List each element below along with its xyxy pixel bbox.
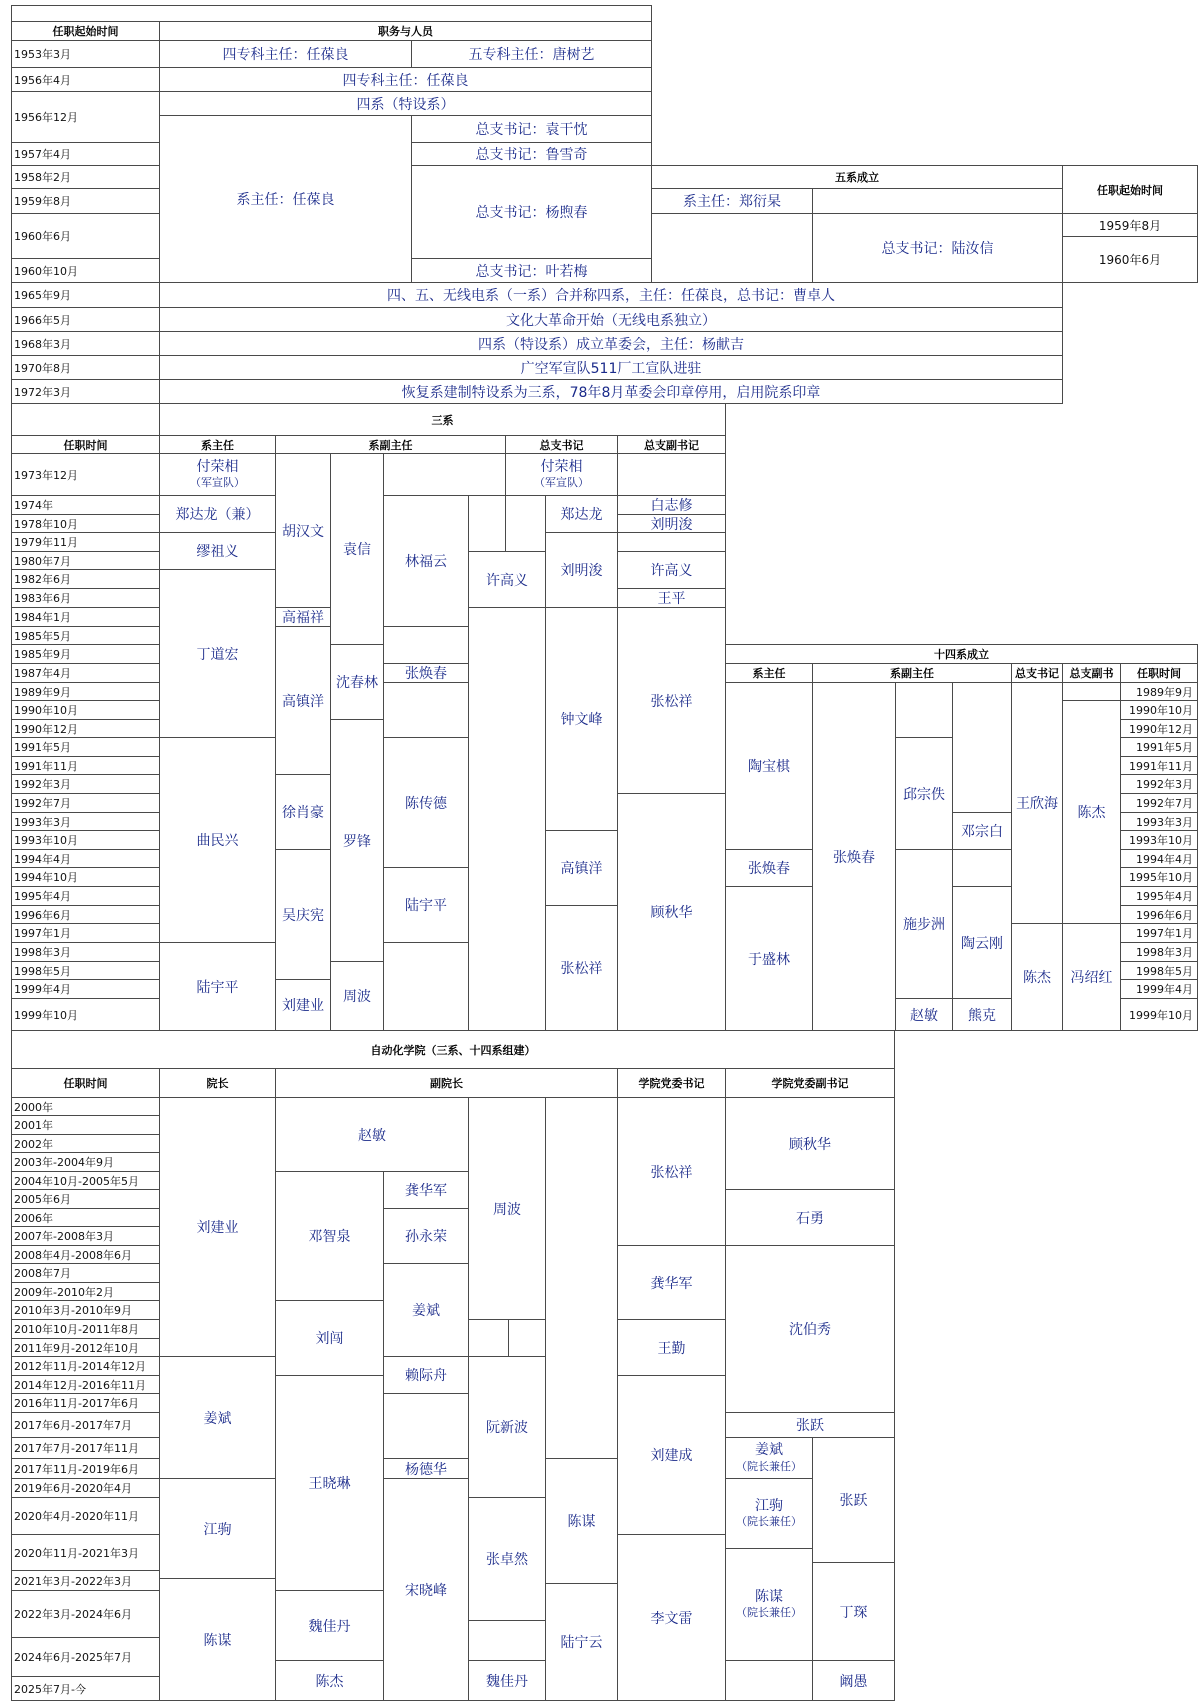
column-header: 副院长 bbox=[275, 1068, 618, 1098]
row-label-time: 1992年7月 bbox=[11, 793, 160, 813]
column-header: 系主任 bbox=[725, 663, 813, 683]
row-label-time: 1985年5月 bbox=[11, 626, 160, 645]
row-label-time: 1997年1月 bbox=[1120, 923, 1198, 943]
entry-deputy-secretary: 顾秋华 bbox=[725, 1097, 895, 1190]
row-label-time-right: 1959年8月 bbox=[1062, 213, 1198, 237]
empty-cell bbox=[383, 942, 469, 1031]
entry-party-secretary: 高镇洋 bbox=[545, 830, 618, 906]
entry-fourth-department-head: 四专科主任：任葆良 bbox=[159, 40, 412, 68]
entry-deputy-director: 周波 bbox=[330, 961, 384, 1031]
row-label-time: 1998年3月 bbox=[1120, 942, 1198, 962]
entry-deputy-director: 张焕春 bbox=[812, 682, 896, 1031]
entry-deputy-director: 赵敏 bbox=[895, 998, 953, 1031]
column-header: 任职时间 bbox=[11, 1068, 160, 1098]
row-label-time: 2000年 bbox=[11, 1097, 160, 1116]
empty-cell bbox=[11, 403, 160, 436]
merged-event-row: 广空军宣队511厂工宣队进驻 bbox=[159, 355, 1063, 380]
row-label-time: 2024年6月-2025年7月 bbox=[11, 1637, 160, 1677]
entry-party-secretary: 钟文峰 bbox=[545, 607, 618, 831]
empty-cell bbox=[952, 849, 1012, 887]
empty-cell bbox=[651, 213, 813, 283]
row-label-time: 1992年3月 bbox=[11, 774, 160, 794]
entry-director: 缪祖义 bbox=[159, 532, 276, 570]
section-title: 自动化学院（三系、十四系组建） bbox=[11, 1030, 895, 1069]
row-label-time: 1996年6月 bbox=[11, 905, 160, 924]
row-label-time: 1992年3月 bbox=[1120, 774, 1198, 794]
entry-deputy-secretary: 阚愚 bbox=[812, 1660, 895, 1701]
top-border-line bbox=[11, 5, 651, 6]
empty-cell bbox=[545, 1097, 618, 1459]
entry-deputy-director: 许高义 bbox=[468, 551, 546, 608]
row-label-time: 1999年10月 bbox=[11, 998, 160, 1031]
row-label-time: 1958年2月 bbox=[11, 165, 160, 189]
entry-dean: 刘建业 bbox=[159, 1097, 276, 1357]
merged-event-row: 四系（特设系）成立革委会，主任：杨献吉 bbox=[159, 331, 1063, 356]
row-label-time: 1972年3月 bbox=[11, 379, 160, 404]
row-label-time: 1991年11月 bbox=[11, 756, 160, 775]
empty-cell bbox=[383, 453, 506, 496]
entry-deputy-director: 吴庆宪 bbox=[275, 849, 331, 980]
row-label-time: 1985年9月 bbox=[11, 644, 160, 664]
row-label-time: 2003年-2004年9月 bbox=[11, 1152, 160, 1172]
entry-party-secretary-line2: （军宣队） bbox=[534, 476, 589, 490]
column-header: 院长 bbox=[159, 1068, 276, 1098]
entry-deputy-secretary-line2: （院长兼任） bbox=[736, 1515, 802, 1529]
row-label-time: 2014年12月-2016年11月 bbox=[11, 1375, 160, 1394]
row-label-time: 1990年10月 bbox=[11, 700, 160, 720]
row-label-time: 2008年7月 bbox=[11, 1263, 160, 1283]
entry-director: 陆宇平 bbox=[159, 942, 276, 1031]
empty-cell bbox=[383, 1393, 469, 1459]
entry-dean: 姜斌 bbox=[159, 1356, 276, 1479]
entry-party-secretary: 刘建成 bbox=[617, 1375, 726, 1535]
entry-party-secretary bbox=[505, 453, 618, 496]
column-header: 任职时间 bbox=[1120, 663, 1198, 683]
row-label-time: 1999年4月 bbox=[11, 979, 160, 999]
row-label-time: 1991年5月 bbox=[11, 737, 160, 757]
row-label-time: 2005年6月 bbox=[11, 1189, 160, 1209]
entry-director-line1: 付荣相 bbox=[196, 458, 239, 475]
column-header: 总支副书记 bbox=[617, 435, 726, 454]
row-label-time: 1995年10月 bbox=[1120, 867, 1198, 887]
row-label-time: 2020年11月-2021年3月 bbox=[11, 1534, 160, 1571]
entry-deputy-secretary: 张跃 bbox=[812, 1437, 895, 1563]
entry-deputy-director: 施步洲 bbox=[895, 849, 953, 999]
row-label-time: 1995年4月 bbox=[1120, 886, 1198, 906]
entry-deputy-secretary-line2: （院长兼任） bbox=[736, 1606, 802, 1620]
entry-director bbox=[159, 453, 276, 496]
entry-vice-dean: 阮新波 bbox=[468, 1356, 546, 1498]
entry-party-secretary: 总支书记：杨煦春 bbox=[411, 165, 652, 259]
row-label-time: 1990年12月 bbox=[11, 719, 160, 738]
entry-party-secretary: 王勤 bbox=[617, 1319, 726, 1376]
entry-party-secretary: 总支书记：叶若梅 bbox=[411, 258, 652, 283]
section-title: 十四系成立 bbox=[725, 644, 1198, 664]
empty-cell bbox=[617, 453, 726, 496]
row-label-time: 2017年6月-2017年7月 bbox=[11, 1412, 160, 1438]
entry-party-secretary: 郑达龙 bbox=[545, 495, 618, 533]
entry-vice-dean: 邓智泉 bbox=[275, 1171, 384, 1301]
row-label-time: 2019年6月-2020年4月 bbox=[11, 1478, 160, 1498]
entry-deputy-director: 刘建业 bbox=[275, 979, 331, 1031]
row-label-time: 2017年11月-2019年6月 bbox=[11, 1458, 160, 1479]
row-label-time: 1995年4月 bbox=[11, 886, 160, 906]
row-label-time: 1990年12月 bbox=[1120, 719, 1198, 738]
entry-party-secretary: 张松祥 bbox=[545, 905, 618, 1031]
row-label-time: 1957年4月 bbox=[11, 142, 160, 166]
row-label-time: 1983年6月 bbox=[11, 588, 160, 608]
row-label-time: 1993年10月 bbox=[11, 830, 160, 850]
entry-deputy-director: 熊克 bbox=[952, 998, 1012, 1031]
entry-deputy-secretary: 白志修 bbox=[617, 495, 726, 515]
entry-director: 曲民兴 bbox=[159, 737, 276, 943]
row-label-time: 1991年5月 bbox=[1120, 737, 1198, 757]
row-label-time: 1989年9月 bbox=[11, 682, 160, 701]
row-label-time: 1992年7月 bbox=[1120, 793, 1198, 813]
entry-deputy-secretary-line1: 姜斌 bbox=[755, 1442, 783, 1459]
empty-cell bbox=[895, 682, 953, 738]
empty-cell bbox=[505, 495, 546, 552]
entry-vice-dean: 陈谋 bbox=[545, 1458, 618, 1584]
row-label-time: 1989年9月 bbox=[1120, 682, 1198, 701]
column-header: 学院党委书记 bbox=[617, 1068, 726, 1098]
row-label-time: 1979年11月 bbox=[11, 532, 160, 552]
row-label-time: 1965年9月 bbox=[11, 282, 160, 308]
entry-deputy-director: 邓宗白 bbox=[952, 812, 1012, 850]
entry-party-secretary: 刘明浚 bbox=[545, 532, 618, 608]
column-header-time-right: 任职起始时间 bbox=[1062, 165, 1198, 214]
column-header-time: 任职起始时间 bbox=[11, 21, 160, 41]
entry-deputy-secretary bbox=[725, 1548, 813, 1661]
row-label-time: 1997年1月 bbox=[11, 923, 160, 943]
column-header: 系副主任 bbox=[275, 435, 506, 454]
row-label-time: 1990年10月 bbox=[1120, 700, 1198, 720]
row-label-time: 1968年3月 bbox=[11, 331, 160, 356]
row-label-time: 2010年10月-2011年8月 bbox=[11, 1319, 160, 1339]
row-label-time: 2008年4月-2008年6月 bbox=[11, 1245, 160, 1264]
row-label-time: 1980年7月 bbox=[11, 551, 160, 570]
entry-deputy-director: 陈传德 bbox=[383, 737, 469, 868]
row-label-time: 2022年3月-2024年6月 bbox=[11, 1590, 160, 1638]
row-label-time: 1982年6月 bbox=[11, 569, 160, 589]
merged-event-row: 四、五、无线电系（一系）合并称四系，主任：任葆良，总书记：曹卓人 bbox=[159, 282, 1063, 308]
row-label-time: 1999年4月 bbox=[1120, 979, 1198, 999]
section-title: 三系 bbox=[159, 403, 726, 436]
entry-director: 于盛林 bbox=[725, 886, 813, 1031]
row-label-time: 1984年1月 bbox=[11, 607, 160, 627]
entry-deputy-director: 高福祥 bbox=[275, 607, 331, 627]
entry-deputy-secretary: 张跃 bbox=[725, 1412, 895, 1438]
column-header: 系主任 bbox=[159, 435, 276, 454]
empty-cell bbox=[952, 682, 1012, 813]
fifth-department-title: 五系成立 bbox=[651, 165, 1063, 189]
empty-cell bbox=[383, 682, 469, 738]
row-label-time: 1993年3月 bbox=[1120, 812, 1198, 831]
entry-vice-dean: 陆宁云 bbox=[545, 1583, 618, 1701]
empty-cell bbox=[725, 1660, 813, 1701]
row-label-time: 2007年-2008年3月 bbox=[11, 1226, 160, 1246]
column-header: 总支书记 bbox=[505, 435, 618, 454]
entry-deputy-secretary bbox=[725, 1437, 813, 1479]
entry-party-secretary: 总支书记：鲁雪奇 bbox=[411, 142, 652, 166]
entry-deputy-secretary: 刘明浚 bbox=[617, 514, 726, 533]
row-label-time: 2012年11月-2014年12月 bbox=[11, 1356, 160, 1376]
row-label-time: 2006年 bbox=[11, 1208, 160, 1227]
entry-vice-dean: 陈杰 bbox=[275, 1660, 384, 1701]
empty-cell bbox=[468, 607, 546, 1031]
row-label-time: 1970年8月 bbox=[11, 355, 160, 380]
row-label-time: 1998年5月 bbox=[11, 961, 160, 980]
entry-deputy-secretary-line2: （院长兼任） bbox=[736, 1459, 802, 1473]
entry-department-director: 系主任：任葆良 bbox=[159, 115, 412, 283]
entry-vice-dean: 孙永荣 bbox=[383, 1208, 469, 1264]
entry-deputy-director: 胡汉文 bbox=[275, 453, 331, 608]
entry-deputy-director: 陶云刚 bbox=[952, 886, 1012, 999]
entry-director: 陶宝棋 bbox=[725, 682, 813, 850]
entry-deputy-director: 沈春林 bbox=[330, 644, 384, 720]
row-label-time: 2020年4月-2020年11月 bbox=[11, 1497, 160, 1535]
entry-deputy-director: 邱宗佚 bbox=[895, 737, 953, 850]
entry-vice-dean: 赵敏 bbox=[275, 1097, 469, 1172]
left-border-line bbox=[11, 5, 12, 22]
column-header: 总支副书 bbox=[1062, 663, 1121, 683]
row-label-time: 1998年5月 bbox=[1120, 961, 1198, 980]
entry-deputy-secretary: 王平 bbox=[617, 588, 726, 608]
entry-deputy-secretary: 顾秋华 bbox=[617, 793, 726, 1031]
row-label-time: 2010年3月-2010年9月 bbox=[11, 1300, 160, 1320]
entry-vice-dean: 周波 bbox=[468, 1097, 546, 1320]
row-label-time: 1953年3月 bbox=[11, 40, 160, 68]
row-label-time: 1960年10月 bbox=[11, 258, 160, 283]
entry-vice-dean: 宋晓峰 bbox=[383, 1478, 469, 1701]
entry-vice-dean: 魏佳丹 bbox=[275, 1590, 384, 1661]
column-header: 学院党委副书记 bbox=[725, 1068, 895, 1098]
entry-deputy-director: 林福云 bbox=[383, 495, 469, 627]
entry-fifth-department-head: 五专科主任：唐树艺 bbox=[411, 40, 652, 68]
entry-party-secretary: 王欣海 bbox=[1011, 682, 1063, 924]
entry-party-secretary-line1: 付荣相 bbox=[540, 458, 583, 475]
merged-event-row: 恢复系建制特设系为三系，78年8月革委会印章停用，启用院系印章 bbox=[159, 379, 1063, 404]
row-label-time: 1999年10月 bbox=[1120, 998, 1198, 1031]
entry-deputy-secretary: 陈杰 bbox=[1062, 700, 1121, 924]
empty-cell bbox=[1062, 682, 1121, 701]
entry-deputy-secretary-line1: 江驹 bbox=[755, 1497, 783, 1514]
empty-cell bbox=[468, 1319, 509, 1357]
empty-cell bbox=[383, 626, 469, 664]
merged-event-row: 文化大革命开始（无线电系独立） bbox=[159, 307, 1063, 332]
row-label-time: 1956年12月 bbox=[11, 91, 160, 143]
column-header: 任职时间 bbox=[11, 435, 160, 454]
row-label-time: 1987年4月 bbox=[11, 663, 160, 683]
row-label-time: 2021年3月-2022年3月 bbox=[11, 1570, 160, 1591]
entry-vice-dean: 赖际舟 bbox=[383, 1356, 469, 1394]
entry-vice-dean: 王晓琳 bbox=[275, 1375, 384, 1591]
entry-deputy-director: 罗锋 bbox=[330, 719, 384, 962]
entry-deputy-secretary: 许高义 bbox=[617, 551, 726, 589]
entry-vice-dean: 刘闯 bbox=[275, 1300, 384, 1376]
entry-fourth-department-special: 四系（特设系） bbox=[159, 91, 652, 116]
row-label-time-right: 1960年6月 bbox=[1062, 236, 1198, 283]
entry-deputy-secretary: 石勇 bbox=[725, 1189, 895, 1246]
row-label-time: 1960年6月 bbox=[11, 213, 160, 259]
entry-fifth-department-director: 系主任：郑衍杲 bbox=[651, 188, 813, 214]
row-label-time: 1994年10月 bbox=[11, 867, 160, 887]
row-label-time: 2016年11月-2017年6月 bbox=[11, 1393, 160, 1413]
right-border-line bbox=[1062, 282, 1063, 403]
row-label-time: 1959年8月 bbox=[11, 188, 160, 214]
entry-deputy-secretary-line1: 陈谋 bbox=[755, 1588, 783, 1605]
entry-deputy-secretary: 沈伯秀 bbox=[725, 1245, 895, 1413]
row-label-time: 1966年5月 bbox=[11, 307, 160, 332]
entry-party-secretary: 总支书记：袁干忱 bbox=[411, 115, 652, 143]
empty-cell bbox=[468, 495, 506, 552]
entry-vice-dean: 姜斌 bbox=[383, 1263, 469, 1357]
entry-dean: 陈谋 bbox=[159, 1578, 276, 1701]
entry-director: 张焕春 bbox=[725, 849, 813, 887]
entry-deputy-director: 袁信 bbox=[330, 453, 384, 645]
entry-director: 郑达龙（兼） bbox=[159, 495, 276, 533]
entry-deputy-secretary: 张松祥 bbox=[617, 607, 726, 794]
row-label-time: 2004年10月-2005年5月 bbox=[11, 1171, 160, 1190]
entry-deputy-director: 陆宇平 bbox=[383, 867, 469, 943]
row-label-time: 1993年10月 bbox=[1120, 830, 1198, 850]
entry-party-secretary: 陈杰 bbox=[1011, 923, 1063, 1031]
entry-party-secretary: 龚华军 bbox=[617, 1245, 726, 1320]
row-label-time: 1991年11月 bbox=[1120, 756, 1198, 775]
entry-deputy-director: 徐肖豪 bbox=[275, 774, 331, 850]
entry-deputy-secretary bbox=[725, 1478, 813, 1549]
entry-deputy-secretary: 丁琛 bbox=[812, 1562, 895, 1661]
entry-deputy-director: 张焕春 bbox=[383, 663, 469, 683]
entry-fourth-department-head-1956: 四专科主任：任葆良 bbox=[159, 67, 652, 92]
entry-vice-dean: 杨德华 bbox=[383, 1458, 469, 1479]
row-label-time: 1974年 bbox=[11, 495, 160, 515]
entry-vice-dean: 魏佳丹 bbox=[468, 1660, 546, 1701]
entry-party-secretary: 张松祥 bbox=[617, 1097, 726, 1246]
entry-director: 丁道宏 bbox=[159, 569, 276, 738]
empty-cell bbox=[617, 532, 726, 552]
row-label-time: 1994年4月 bbox=[11, 849, 160, 868]
entry-deputy-director: 高镇洋 bbox=[275, 626, 331, 775]
empty-cell bbox=[812, 188, 1063, 214]
empty-cell bbox=[508, 1319, 546, 1357]
row-label-time: 2011年9月-2012年10月 bbox=[11, 1338, 160, 1357]
row-label-time: 2009年-2010年2月 bbox=[11, 1282, 160, 1301]
entry-vice-dean: 龚华军 bbox=[383, 1171, 469, 1209]
entry-vice-dean: 张卓然 bbox=[468, 1497, 546, 1621]
empty-cell bbox=[468, 1620, 546, 1661]
entry-deputy-secretary: 冯绍红 bbox=[1062, 923, 1121, 1031]
row-label-time: 1973年12月 bbox=[11, 453, 160, 496]
row-label-time: 1978年10月 bbox=[11, 514, 160, 533]
entry-fifth-party-secretary: 总支书记：陆汝信 bbox=[812, 213, 1063, 283]
entry-dean: 江驹 bbox=[159, 1478, 276, 1579]
entry-director-line2: （军宣队） bbox=[190, 476, 245, 490]
row-label-time: 2017年7月-2017年11月 bbox=[11, 1437, 160, 1459]
entry-party-secretary: 李文雷 bbox=[617, 1534, 726, 1701]
row-label-time: 1956年4月 bbox=[11, 67, 160, 92]
row-label-time: 2002年 bbox=[11, 1134, 160, 1153]
row-label-time: 1993年3月 bbox=[11, 812, 160, 831]
row-label-time: 1994年4月 bbox=[1120, 849, 1198, 868]
row-label-time: 1998年3月 bbox=[11, 942, 160, 962]
column-header: 总支书记 bbox=[1011, 663, 1063, 683]
column-header-roles: 职务与人员 bbox=[159, 21, 652, 41]
row-label-time: 2001年 bbox=[11, 1115, 160, 1135]
row-label-time: 2025年7月-今 bbox=[11, 1676, 160, 1701]
column-header: 系副主任 bbox=[812, 663, 1012, 683]
row-label-time: 1996年6月 bbox=[1120, 905, 1198, 924]
